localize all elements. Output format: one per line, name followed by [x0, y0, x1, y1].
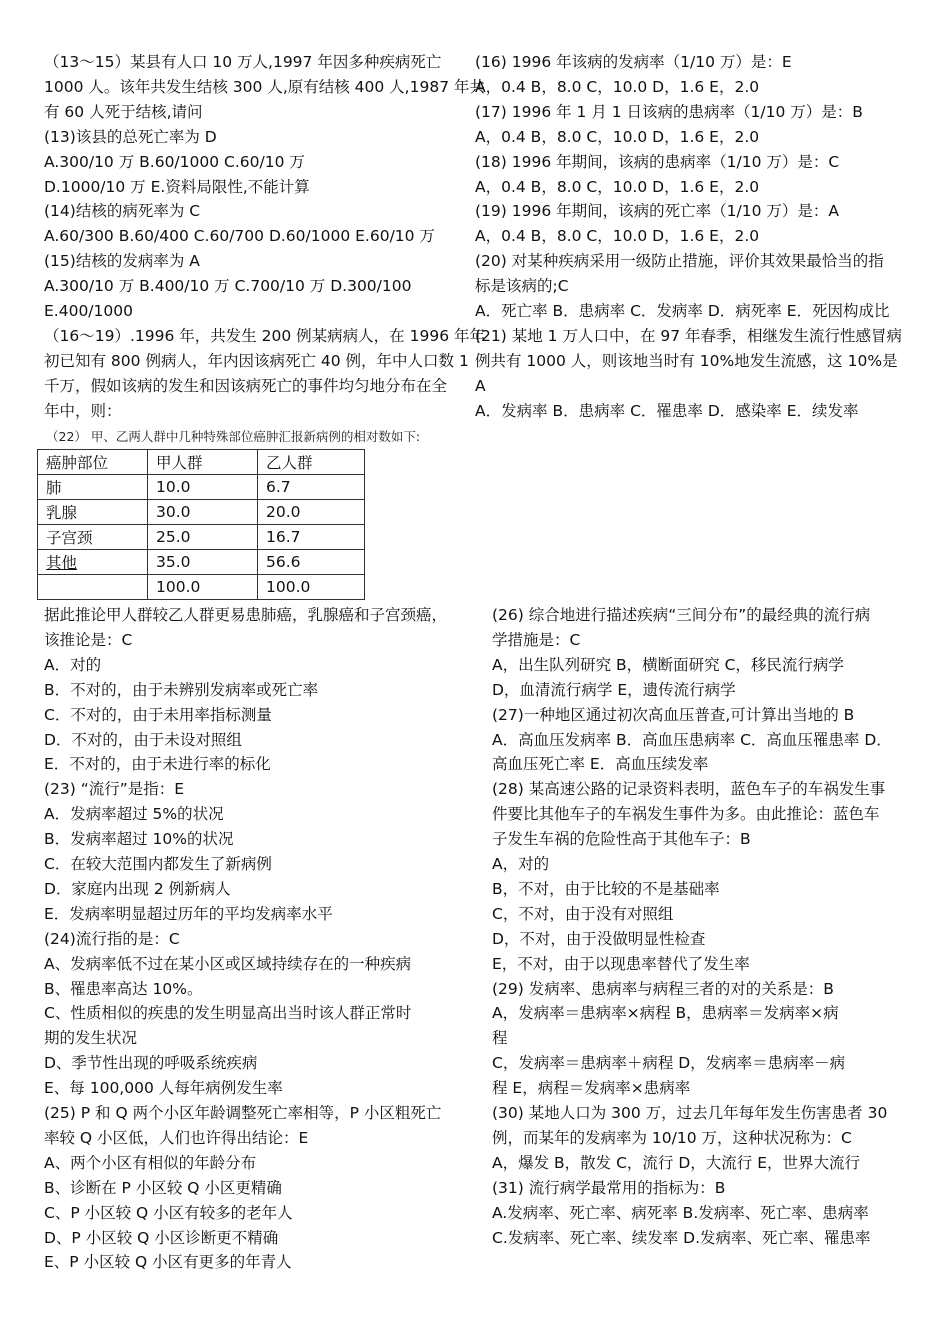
table-cell: 16.7: [258, 525, 365, 550]
table-cell: [38, 575, 148, 600]
text-line-left: 千万，假如该病的发生和因该病死亡的事件均匀地分布在全: [44, 376, 448, 395]
text-line-right: D，血清流行病学 E，遗传流行病学: [492, 680, 736, 699]
text-line-right: (26) 综合地进行描述疾病“三间分布”的最经典的流行病: [492, 606, 871, 624]
header-cell: 甲人群: [148, 450, 258, 475]
text-line-right: A，对的: [492, 855, 550, 873]
text-line-left: 初已知有 800 例病人，年内因该病死亡 40 例，年中人口数 1: [44, 351, 469, 370]
text-line-right: A，0.4 B，8.0 C，10.0 D，1.6 E，2.0: [475, 127, 760, 146]
table-row: [38, 550, 365, 575]
text-line-right: D，不对，由于没做明显性检查: [492, 929, 706, 948]
text-line-left: D、季节性出现的呼吸系统疾病: [44, 1054, 258, 1073]
table-cell: 30.0: [148, 500, 258, 525]
text-line-right: (29) 发病率、患病率与病程三者的对的关系是：B: [492, 979, 834, 998]
text-line-left: D.1000/10 万 E.资料局限性,不能计算: [44, 177, 310, 196]
text-line-right: A，爆发 B，散发 C，流行 D，大流行 E，世界大流行: [492, 1153, 860, 1172]
text-line-left: A、发病率低不过在某小区或区域持续存在的一种疾病: [44, 954, 412, 973]
text-line-left: E.400/1000: [44, 302, 133, 320]
table-row: [38, 575, 365, 600]
text-line-left: B．不对的，由于未辨别发病率或死亡率: [44, 680, 319, 699]
table-cell: 100.0: [148, 575, 258, 600]
text-line-left: 据此推论甲人群较乙人群更易患肺癌，乳腺癌和子宫颈癌，: [44, 606, 448, 624]
text-line-left: 年中，则：: [44, 401, 122, 420]
text-line-left: 该推论是：C: [44, 630, 133, 649]
header-cell: 癌肿部位: [38, 450, 148, 475]
text-line-left: C．在较大范围内都发生了新病例: [44, 855, 272, 873]
table-header-row: [38, 450, 365, 475]
q22-intro: （22） 甲、乙两人群中几种特殊部位癌肿汇报新病例的相对数如下:: [46, 429, 421, 444]
text-line-right: (17) 1996 年 1 月 1 日该病的患病率（1/10 万）是：B: [475, 102, 863, 121]
table-cell: 20.0: [258, 500, 365, 525]
table-cell: 其他: [38, 550, 148, 575]
text-line-right: A，0.4 B，8.0 C，10.0 D，1.6 E，2.0: [475, 77, 760, 96]
text-line-left: D、P 小区较 Q 小区诊断更不精确: [44, 1228, 279, 1247]
table-cell: 10.0: [148, 475, 258, 500]
text-line-right: A.发病率、死亡率、病死率 B.发病率、死亡率、患病率: [492, 1203, 869, 1222]
text-line-left: B、诊断在 P 小区较 Q 小区更精确: [44, 1178, 282, 1197]
table-cell: 6.7: [258, 475, 365, 500]
text-line-right: A．发病率 B．患病率 C．罹患率 D．感染率 E．续发率: [475, 401, 859, 420]
text-line-left: E、每 100,000 人每年病例发生率: [44, 1079, 283, 1098]
text-line-left: E．发病率明显超过历年的平均发病率水平: [44, 904, 333, 923]
text-line-left: B．发病率超过 10%的状况: [44, 830, 234, 849]
text-line-right: 程: [492, 1029, 508, 1048]
table-cell: 35.0: [148, 550, 258, 575]
text-line-right: 标是该病的;C: [475, 277, 569, 296]
text-line-left: (25) P 和 Q 两个小区年龄调整死亡率相等，P 小区粗死亡: [44, 1104, 442, 1122]
table-row: [38, 475, 365, 500]
text-line-right: (21) 某地 1 万人口中，在 97 年春季，相继发生流行性感冒病: [475, 326, 903, 345]
text-line-right: 子发生车祸的危险性高于其他车子：B: [492, 830, 751, 849]
text-line-left: A．对的: [44, 655, 102, 674]
text-line-left: E、P 小区较 Q 小区有更多的年青人: [44, 1253, 292, 1272]
table-cell: 56.6: [258, 550, 365, 575]
text-line-left: (24)流行指的是：C: [44, 929, 180, 948]
text-line-left: （13～15）某县有人口 10 万人,1997 年因多种疾病死亡: [44, 53, 442, 71]
text-line-right: A．高血压发病率 B．高血压患病率 C．高血压罹患率 D．: [492, 730, 892, 749]
text-line-left: A、两个小区有相似的年龄分布: [44, 1153, 257, 1172]
text-line-right: 例共有 1000 人，则该地当时有 10%地发生流感，这 10%是: [475, 351, 898, 370]
table-row: [38, 500, 365, 525]
text-line-right: (28) 某高速公路的记录资料表明，蓝色车子的车祸发生事: [492, 780, 886, 799]
text-line-right: 例，而某年的发病率为 10/10 万，这种状况称为：C: [492, 1128, 852, 1147]
text-line-right: (16) 1996 年该病的发病率（1/10 万）是：E: [475, 53, 792, 71]
text-line-left: A.300/10 万 B.60/1000 C.60/10 万: [44, 152, 305, 171]
text-line-left: D．不对的，由于未设对照组: [44, 730, 242, 749]
text-line-left: A．发病率超过 5%的状况: [44, 805, 224, 824]
table-row: [38, 525, 365, 550]
text-line-left: 有 60 人死于结核,请问: [44, 102, 203, 121]
header-cell: 乙人群: [258, 450, 365, 475]
table-cell: 肺: [38, 475, 148, 500]
text-line-right: 学措施是：C: [492, 630, 581, 649]
text-line-left: 1000 人。该年共发生结核 300 人,原有结核 400 人,1987 年共: [44, 77, 485, 96]
text-line-left: 期的发生状况: [44, 1029, 138, 1048]
text-line-right: (30) 某地人口为 300 万，过去几年每年发生伤害患者 30: [492, 1104, 888, 1122]
text-line-left: D．家庭内出现 2 例新病人: [44, 879, 231, 898]
text-line-right: (20) 对某种疾病采用一级防止措施，评价其效果最恰当的指: [475, 252, 884, 271]
text-line-left: （16～19）.1996 年，共发生 200 例某病病人，在 1996 年年: [44, 326, 485, 345]
text-line-left: C、P 小区较 Q 小区有较多的老年人: [44, 1203, 293, 1222]
text-line-right: (27)一种地区通过初次高血压普查,可计算出当地的 B: [492, 705, 855, 724]
text-line-left: B、罹患率高达 10%。: [44, 979, 203, 998]
text-line-right: A，发病率＝患病率×病程 B，患病率＝发病率×病: [492, 1004, 839, 1023]
text-line-right: (19) 1996 年期间，该病的死亡率（1/10 万）是：A: [475, 202, 839, 221]
text-line-right: 程 E，病程＝发病率×患病率: [492, 1079, 691, 1098]
text-line-left: C、性质相似的疾患的发生明显高出当时该人群正常时: [44, 1004, 412, 1023]
text-line-left: 率较 Q 小区低，人们也许得出结论：E: [44, 1128, 309, 1147]
text-line-right: A: [475, 376, 486, 395]
table-cell: 25.0: [148, 525, 258, 550]
text-line-right: C，不对，由于没有对照组: [492, 904, 674, 923]
text-line-left: C．不对的，由于未用率指标测量: [44, 705, 272, 724]
text-line-right: A，0.4 B，8.0 C，10.0 D，1.6 E，2.0: [475, 227, 760, 246]
text-line-right: A，出生队列研究 B，横断面研究 C，移民流行病学: [492, 655, 844, 674]
cancer-site-table: [37, 449, 365, 600]
table-cell: 100.0: [258, 575, 365, 600]
text-line-right: E，不对，由于以现患率替代了发生率: [492, 954, 750, 973]
text-line-right: 件要比其他车子的车祸发生事件为多。由此推论：蓝色车: [492, 805, 880, 824]
text-line-right: (31) 流行病学最常用的指标为：B: [492, 1178, 726, 1197]
text-line-left: A.300/10 万 B.400/10 万 C.700/10 万 D.300/100: [44, 277, 412, 296]
table-cell: 乳腺: [38, 500, 148, 525]
text-line-left: A.60/300 B.60/400 C.60/700 D.60/1000 E.60/10 万: [44, 227, 435, 246]
text-line-left: (23) “流行”是指：E: [44, 780, 185, 799]
text-line-right: A，0.4 B，8.0 C，10.0 D，1.6 E，2.0: [475, 177, 760, 196]
text-line-left: (14)结核的病死率为 C: [44, 202, 201, 221]
text-line-right: C.发病率、死亡率、续发率 D.发病率、死亡率、罹患率: [492, 1228, 871, 1247]
text-line-left: (13)该县的总死亡率为 D: [44, 127, 217, 146]
text-line-right: C，发病率＝患病率＋病程 D，发病率＝患病率－病: [492, 1054, 846, 1073]
text-line-right: 高血压死亡率 E．高血压续发率: [492, 755, 709, 774]
table-cell: 子宫颈: [38, 525, 148, 550]
text-line-left: (15)结核的发病率为 A: [44, 252, 200, 271]
text-line-left: E．不对的，由于未进行率的标化: [44, 755, 271, 774]
text-line-right: B，不对，由于比较的不是基础率: [492, 879, 720, 898]
text-line-right: A．死亡率 B．患病率 C．发病率 D．病死率 E．死因构成比: [475, 302, 890, 320]
text-line-right: (18) 1996 年期间，该病的患病率（1/10 万）是：C: [475, 152, 840, 171]
